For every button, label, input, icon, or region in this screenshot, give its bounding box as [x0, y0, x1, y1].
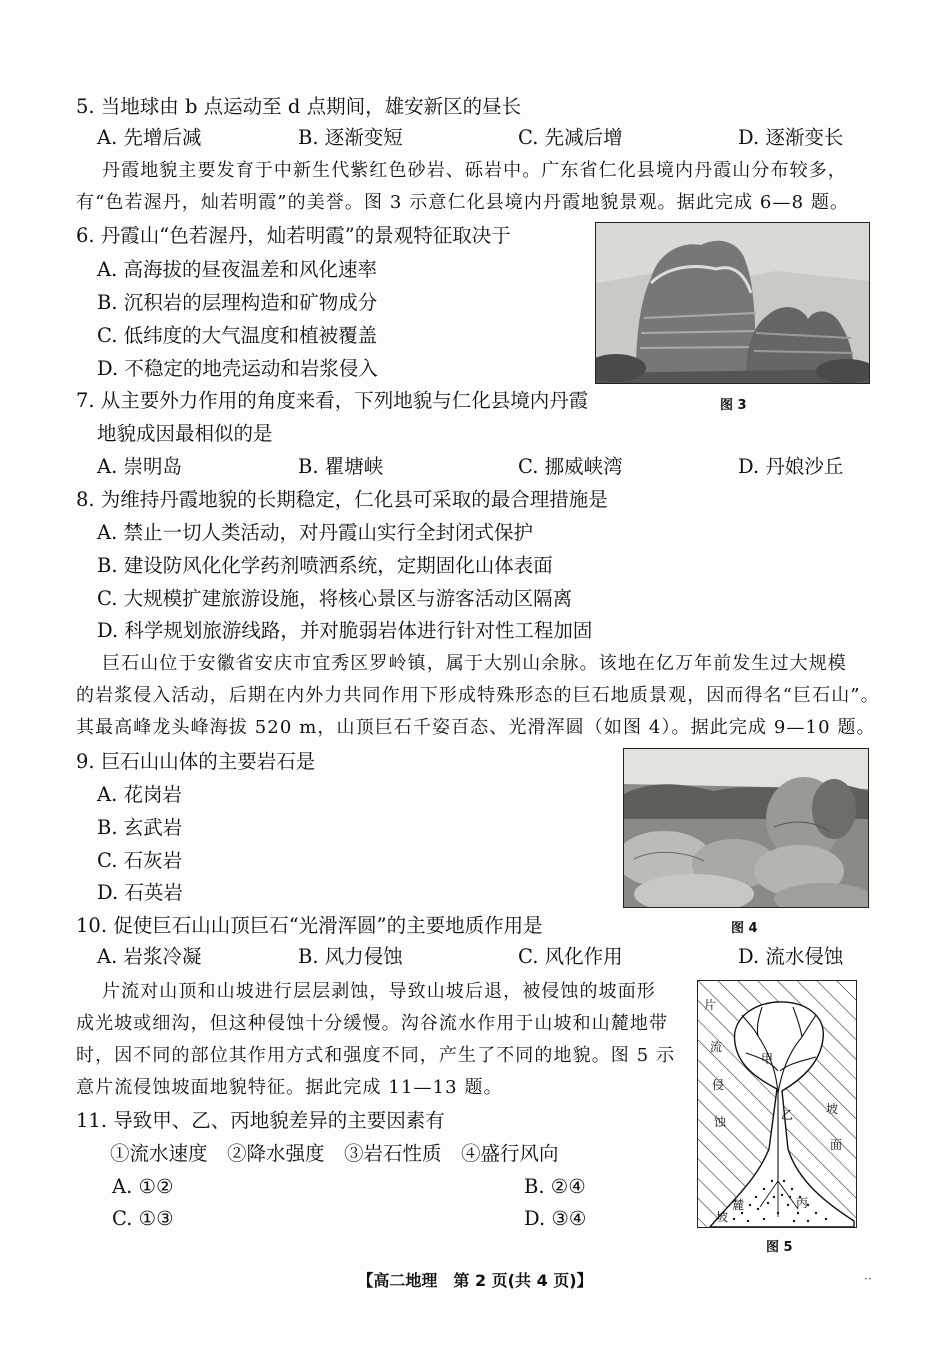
figure-4-caption: 图 4 — [731, 921, 758, 936]
q10-option-a: A. 岩浆冷凝 — [97, 945, 202, 968]
q11-option-a: A. ①② — [112, 1175, 174, 1198]
q6-stem: 6. 丹霞山“色若渥丹，灿若明霞”的景观特征取决于 — [76, 224, 511, 247]
q9-stem: 9. 巨石山山体的主要岩石是 — [76, 750, 316, 773]
q11-factors: ①流水速度 ②降水强度 ③岩石性质 ④盛行风向 — [110, 1142, 559, 1165]
q9-option-c: C. 石灰岩 — [97, 849, 183, 872]
passage2-line1: 巨石山位于安徽省安庆市宜秀区罗岭镇，属于大别山余脉。该地在亿万年前发生过大规模 — [102, 653, 847, 674]
passage2-line3: 其最高峰龙头峰海拔 520 m，山顶巨石千姿百态、光滑浑圆（如图 4）。据此完成 9—10 题。 — [76, 717, 876, 738]
q6-option-b: B. 沉积岩的层理构造和矿物成分 — [97, 291, 378, 314]
corner-mark: ·· — [864, 1272, 872, 1286]
q11-option-c: C. ①③ — [112, 1207, 174, 1230]
q11-option-d: D. ③④ — [524, 1207, 587, 1230]
q8-option-a: A. 禁止一切人类活动，对丹霞山实行全封闭式保护 — [97, 521, 533, 544]
sheet-flow-erosion-diagram — [698, 981, 856, 1227]
passage3-line3: 时，因不同的部位其作用方式和强度不同，产生了不同的地貌。图 5 示 — [76, 1045, 676, 1066]
q6-option-a: A. 高海拔的昼夜温差和风化速率 — [97, 258, 377, 281]
q10-option-c: C. 风化作用 — [518, 945, 623, 968]
label-po2: 坡 — [716, 1210, 729, 1224]
q7-option-c: C. 挪威峡湾 — [518, 455, 623, 478]
passage1-line2: 有“色若渥丹，灿若明霞”的美誉。图 3 示意仁化县境内丹霞地貌景观。据此完成 6—8 题。 — [76, 192, 850, 213]
label-po1: 坡 — [826, 1102, 839, 1116]
figure-3-danxia-photo — [595, 222, 870, 384]
q6-option-c: C. 低纬度的大气温度和植被覆盖 — [97, 324, 378, 347]
label-liu: 流 — [710, 1040, 723, 1054]
q5-option-a: A. 先增后减 — [97, 126, 202, 149]
danxia-landform-illustration — [596, 223, 869, 383]
granite-boulders-illustration — [624, 749, 868, 907]
q8-stem: 8. 为维持丹霞地貌的长期稳定，仁化县可采取的最合理措施是 — [76, 488, 608, 511]
q11-stem: 11. 导致甲、乙、丙地貌差异的主要因素有 — [76, 1109, 445, 1132]
q7-option-a: A. 崇明岛 — [97, 455, 182, 478]
q10-option-d: D. 流水侵蚀 — [738, 945, 844, 968]
q5-option-d: D. 逐渐变长 — [738, 126, 844, 149]
q11-option-b: B. ②④ — [524, 1175, 586, 1198]
q9-option-b: B. 玄武岩 — [97, 816, 183, 839]
q8-option-c: C. 大规模扩建旅游设施，将核心景区与游客活动区隔离 — [97, 587, 573, 610]
label-mian: 面 — [830, 1138, 843, 1152]
label-lu: 麓 — [732, 1198, 745, 1212]
passage3-line1: 片流对山顶和山坡进行层层剥蚀，导致山坡后退，被侵蚀的坡面形 — [102, 981, 656, 1002]
label-shi: 蚀 — [714, 1115, 727, 1129]
q5-option-b: B. 逐渐变短 — [298, 126, 403, 149]
q7-option-d: D. 丹娘沙丘 — [738, 455, 844, 478]
q9-option-a: A. 花岗岩 — [97, 783, 182, 806]
figure-5-caption: 图 5 — [766, 1240, 793, 1255]
q9-option-d: D. 石英岩 — [97, 881, 183, 904]
label-yi: 乙 — [781, 1108, 794, 1122]
label-bing: 丙 — [796, 1196, 809, 1210]
q6-option-d: D. 不稳定的地壳运动和岩浆侵入 — [97, 357, 378, 380]
passage1-line1: 丹霞地貌主要发育于中新生代紫红色砂岩、砾岩中。广东省仁化县境内丹霞山分布较多， — [102, 160, 847, 181]
figure-3-caption: 图 3 — [720, 398, 747, 413]
label-pian: 片 — [704, 998, 717, 1012]
q10-option-b: B. 风力侵蚀 — [298, 945, 403, 968]
q10-stem: 10. 促使巨石山山顶巨石“光滑浑圆”的主要地质作用是 — [76, 914, 543, 937]
passage2-line2: 的岩浆侵入活动，后期在内外力共同作用下形成特殊形态的巨石地质景观，因而得名“巨石山”。 — [76, 685, 880, 706]
q7-stem-line1: 7. 从主要外力作用的角度来看，下列地貌与仁化县境内丹霞 — [76, 389, 589, 412]
figure-5-diagram — [697, 980, 857, 1228]
passage3-line4: 意片流侵蚀坡面地貌特征。据此完成 11—13 题。 — [76, 1077, 503, 1098]
figure-4-boulders-photo — [623, 748, 869, 908]
q7-option-b: B. 瞿塘峡 — [298, 455, 384, 478]
passage3-line2: 成光坡或细沟，但这种侵蚀十分缓慢。沟谷流水作用于山坡和山麓地带 — [76, 1013, 669, 1034]
page-footer: 【高二地理 第 2 页(共 4 页)】 — [357, 1271, 593, 1290]
q7-stem-line2: 地貌成因最相似的是 — [97, 422, 273, 445]
q5-option-c: C. 先减后增 — [518, 126, 623, 149]
q8-option-d: D. 科学规划旅游线路，并对脆弱岩体进行针对性工程加固 — [97, 619, 593, 642]
q5-stem: 5. 当地球由 b 点运动至 d 点期间，雄安新区的昼长 — [76, 95, 522, 118]
label-qin: 侵 — [712, 1078, 725, 1092]
label-jia: 甲 — [761, 1052, 774, 1066]
q8-option-b: B. 建设防风化化学药剂喷洒系统，定期固化山体表面 — [97, 554, 553, 577]
